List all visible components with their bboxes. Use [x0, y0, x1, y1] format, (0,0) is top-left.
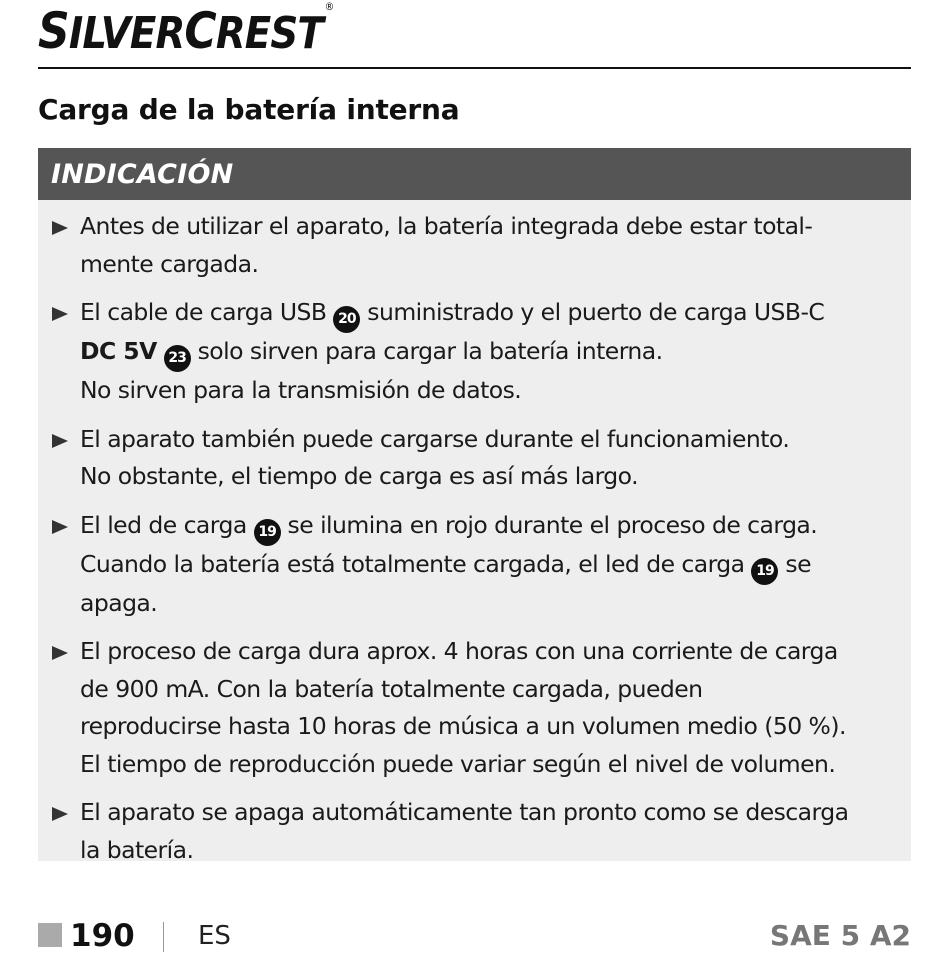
reference-number-badge: 19: [254, 519, 281, 546]
note-item: [52, 507, 903, 623]
note-line: No obstante, el tiempo de carga es así más largo.: [80, 462, 639, 490]
note-line: mente cargada.: [80, 249, 259, 278]
note-item: [52, 421, 903, 496]
note-line: [80, 333, 903, 372]
note-line: reproducirse hasta 10 horas de música a un volumen medio (50 %).: [80, 712, 846, 740]
bullet-arrow-icon: [52, 434, 68, 448]
note-text: solo sirven para cargar la batería interna.: [190, 337, 663, 365]
bullet-arrow-icon: [52, 520, 68, 534]
note-item: [52, 633, 903, 783]
note-text: El cable de carga USB: [80, 298, 334, 326]
note-header: INDICACIÓN: [38, 148, 911, 200]
section-title: Carga de la batería interna: [38, 93, 460, 126]
note-text: suministrado y el puerto de carga USB-C: [360, 298, 825, 326]
header-rule: [38, 67, 911, 69]
note-line: No sirven para la transmisión de datos.: [80, 376, 522, 404]
note-line: la batería.: [80, 835, 194, 864]
note-text: se: [778, 549, 811, 578]
reference-number-badge: 23: [164, 345, 191, 372]
note-line: El aparato también puede cargarse durante el funcionamiento.: [80, 424, 790, 453]
bullet-arrow-icon: [52, 221, 68, 235]
note-line: [80, 294, 903, 333]
page-number: 190: [70, 918, 135, 954]
note-list: [38, 200, 911, 869]
bullet-arrow-icon: [52, 307, 68, 321]
note-text: Cuando la batería está totalmente cargada, el led de carga: [80, 549, 752, 578]
note-line: El aparato se apaga automáticamente tan pronto como se descarga: [80, 798, 849, 826]
note-bold-text: DC 5V: [80, 337, 157, 365]
model-number: SAE 5 A2: [769, 919, 911, 952]
language-code: ES: [198, 921, 231, 951]
footer-square-marker: [38, 923, 62, 947]
trademark-symbol: ®: [324, 0, 334, 14]
reference-number-badge: 20: [333, 306, 360, 333]
note-line: El proceso de carga dura aprox. 4 horas con una corriente de carga: [80, 637, 838, 665]
note-item: [52, 208, 903, 283]
brand-logo: SILVERCREST®: [38, 0, 334, 60]
note-text: El led de carga: [80, 510, 254, 539]
note-line: apaga.: [80, 588, 158, 617]
note-item: [52, 794, 903, 869]
note-line: Antes de utilizar el aparato, la batería integrada debe estar total-: [80, 212, 813, 240]
note-line: [80, 546, 903, 585]
note-box: [38, 148, 911, 864]
note-line: [80, 507, 903, 546]
reference-number-badge: 19: [751, 558, 778, 585]
note-text: se ilumina en rojo durante el proceso de carga.: [280, 510, 818, 539]
bullet-arrow-icon: [52, 646, 68, 660]
footer-divider: [163, 922, 164, 952]
note-line: de 900 mA. Con la batería totalmente cargada, pueden: [80, 674, 703, 703]
note-line: El tiempo de reproducción puede variar según el nivel de volumen.: [80, 749, 836, 778]
bullet-arrow-icon: [52, 807, 68, 821]
note-item: [52, 294, 903, 410]
